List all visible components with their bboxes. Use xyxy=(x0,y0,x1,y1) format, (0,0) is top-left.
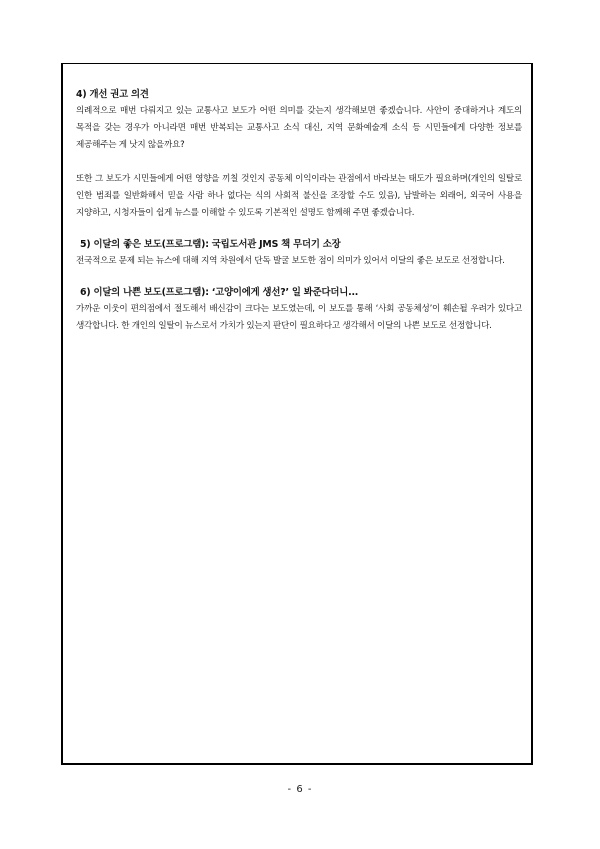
section-heading: 5) 이달의 좋은 보도(프로그램): 국립도서관 JMS 책 무더기 소장 xyxy=(80,239,341,250)
paragraph: 가까운 이웃이 편의점에서 절도해서 배신감이 크다는 보도였는데, 이 보도를 통해 ‘사회 공동체성’이 훼손될 우려가 있다고 생각합니다. 한 개인의 일탈이 뉴스로서 가치가 있는지 판단이 필요하다고 생각해서 이달의 나쁜 보도로 선정합니다. xyxy=(76,304,522,331)
paragraph: 전국적으로 문제 되는 뉴스에 대해 지역 차원에서 단독 발굴 보도한 점이 의미가 있어서 이달의 좋은 보도로 선정합니다. xyxy=(76,256,505,266)
spacer xyxy=(76,270,522,284)
page-number: - 6 - xyxy=(287,784,313,795)
document-body xyxy=(76,86,522,335)
spacer xyxy=(76,222,522,236)
section-good-report xyxy=(76,236,522,270)
section-heading: 6) 이달의 나쁜 보도(프로그램): ‘고양이에게 생선?’ 일 봐준다더니... xyxy=(80,287,359,298)
paragraph: 또한 그 보도가 시민들에게 어떤 영향을 끼칠 것인지 공동체 이익이라는 관점에서 바라보는 태도가 필요하며(개인의 일탈로 인한 범죄를 일반화해서 믿을 사람 하나 없다는 식의 사회적 불신을 조장할 수도 있음), 남발하는 외래어, 외국어 사용을 지양하고, 시청자들이 쉽게 뉴스를 이해할 수 있도록 기본적인 설명도 함께해 주면 좋겠습니다. xyxy=(76,174,522,218)
paragraph: 의례적으로 매번 다뤄지고 있는 교통사고 보도가 어떤 의미를 갖는지 생각해보면 좋겠습니다. 사안이 중대하거나 계도의 목적을 갖는 경우가 아니라면 매번 반복되는 교통사고 소식 대신, 지역 문화예술계 소식 등 시민들에게 다양한 정보를 제공해주는 게 낫지 않을까요? xyxy=(76,106,522,150)
spacer xyxy=(76,154,522,171)
section-heading: 4) 개선 권고 의견 xyxy=(76,89,149,100)
section-improvement-recommendation xyxy=(76,86,522,222)
section-bad-report xyxy=(76,284,522,335)
